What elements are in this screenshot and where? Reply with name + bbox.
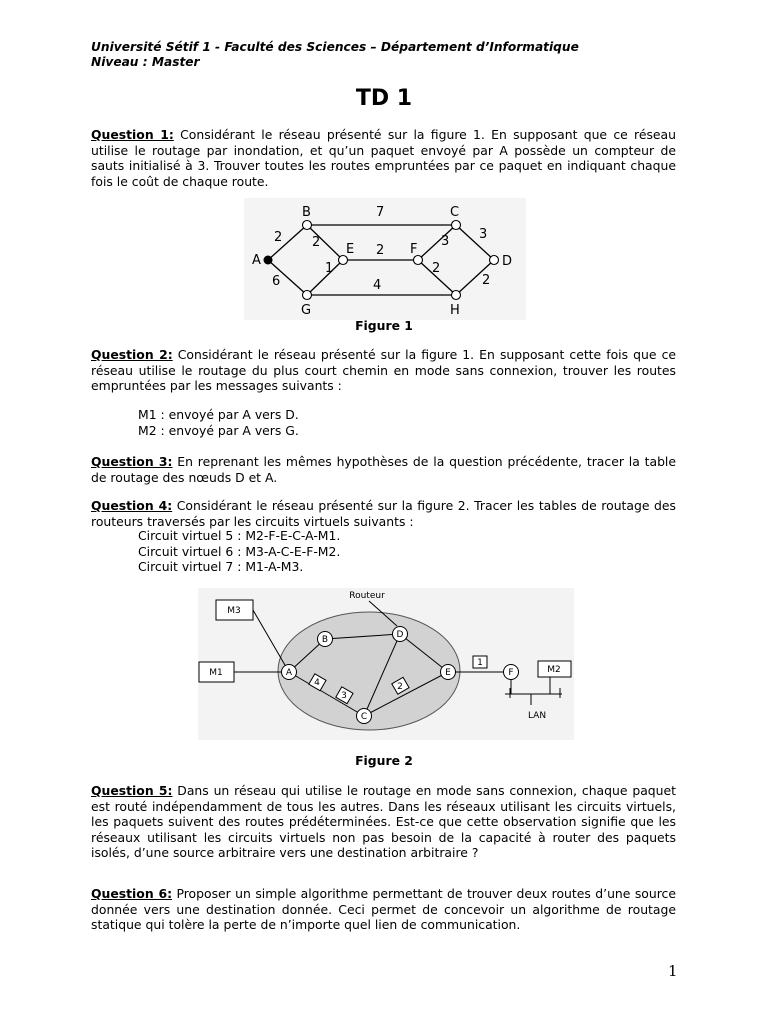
question-1 <box>91 127 676 189</box>
page-number: 1 <box>668 962 678 980</box>
message-list <box>138 407 299 438</box>
node-F-label: F <box>410 242 418 257</box>
node-E-label: E <box>445 668 451 678</box>
question-4-text: Considérant le réseau présenté sur la figure 2. Tracer les tables de routage des routeurs traversés par les circuits virtuels suivants : <box>91 498 676 529</box>
node-A-label: A <box>252 253 261 268</box>
question-3 <box>91 454 676 485</box>
node-G-label: G <box>301 303 312 318</box>
question-5-text: Dans un réseau qui utilise le routage en mode sans connexion, chaque paquet est routé indépendamment de tous les autres. Dans les réseaux utilisant les circuits virtuels, les paquets suivent des routes prédéterminées. Est-ce que cette observation signifie que les réseaux utilisant les circuits virtuels non pas besoin de la capacité à router des paquets isolés, d’une source arbitraire vers une destination arbitraire ? <box>91 783 676 860</box>
weight-A-B: 2 <box>274 230 283 245</box>
node-D-label: D <box>502 254 513 269</box>
host-M3-label: M3 <box>227 606 241 616</box>
node-H <box>452 291 461 300</box>
figure-1-network-graph <box>244 198 526 320</box>
question-3-text: En reprenant les mêmes hypothèses de la question précédente, tracer la table de routage des nœuds D et A. <box>91 454 677 485</box>
circuit-6: Circuit virtuel 6 : M3-A-C-E-F-M2. <box>138 543 341 559</box>
question-2-text: Considérant le réseau présenté sur la figure 1. En supposant cette fois que ce réseau utilise le routage du plus court chemin en mode sans connexion, trouver les routes empruntées par les messages suivants : <box>91 347 677 393</box>
message-m1: M1 : envoyé par A vers D. <box>138 407 299 422</box>
node-B-label: B <box>321 635 329 645</box>
figure-1-background <box>244 198 526 320</box>
header-institution: Université Sétif 1 - Faculté des Sciences – Département d’Informatique <box>91 40 579 54</box>
weight-C-D: 3 <box>479 227 488 242</box>
node-B-label: B <box>302 205 311 220</box>
page-title: TD 1 <box>355 86 413 111</box>
circuit-5: Circuit virtuel 5 : M2-F-E-C-A-M1. <box>138 528 341 543</box>
weight-F-H: 2 <box>432 261 441 276</box>
link-label-4: 4 <box>314 678 320 688</box>
node-A <box>264 256 273 265</box>
node-E-label: E <box>346 242 355 257</box>
node-C-label: C <box>450 205 460 220</box>
question-5-label: Question 5: <box>91 783 173 798</box>
weight-F-C: 3 <box>441 234 450 249</box>
figure-2-virtual-circuit-network <box>198 588 574 740</box>
link-label-3: 3 <box>341 691 347 701</box>
weight-B-C: 7 <box>376 205 385 220</box>
question-3-label: Question 3: <box>91 454 173 469</box>
question-4-label: Question 4: <box>91 498 173 513</box>
figure-2-caption: Figure 2 <box>355 753 413 768</box>
question-1-label: Question 1: <box>91 127 174 142</box>
question-6-text: Proposer un simple algorithme permettant de trouver deux routes d’une source donnée vers une destination donnée. Ceci permet de concevoir un algorithme de routage statique qui tolère la perte de n’importe quel lien de communication. <box>91 886 676 932</box>
question-6 <box>91 886 676 933</box>
question-2 <box>91 347 676 394</box>
weight-B-E: 2 <box>312 235 321 250</box>
question-2-label: Question 2: <box>91 347 173 362</box>
host-M1-label: M1 <box>209 668 223 678</box>
page-header <box>91 40 579 70</box>
question-1-text: Considérant le réseau présenté sur la figure 1. En supposant que ce réseau utilise le routage par inondation, et qu’un paquet envoyé par A possède un compteur de sauts initialisé à 3. Trouver toutes les routes empruntées par ce paquet en indiquant chaque fois le coût de chaque route. <box>91 127 676 189</box>
node-D <box>490 256 499 265</box>
weight-E-G: 1 <box>325 261 334 276</box>
node-C <box>452 221 461 230</box>
node-H-label: H <box>450 303 460 318</box>
host-M2-label: M2 <box>547 665 561 675</box>
question-5 <box>91 783 676 861</box>
circuit-7: Circuit virtuel 7 : M1-A-M3. <box>138 559 304 574</box>
routeur-label: Routeur <box>349 591 385 601</box>
lan-label: LAN <box>527 711 547 721</box>
node-G <box>303 291 312 300</box>
node-D-label: D <box>396 630 404 640</box>
figure-1-caption: Figure 1 <box>355 318 413 333</box>
question-4 <box>91 498 676 529</box>
weight-G-H: 4 <box>373 278 382 293</box>
message-m2: M2 : envoyé par A vers G. <box>138 422 299 438</box>
weight-D-H: 2 <box>482 273 491 288</box>
node-C-label: C <box>360 712 368 722</box>
header-level: Niveau : Master <box>91 55 200 69</box>
node-B <box>303 221 312 230</box>
weight-E-F: 2 <box>376 243 385 258</box>
link-label-2: 2 <box>397 682 403 692</box>
question-6-label: Question 6: <box>91 886 173 901</box>
weight-A-G: 6 <box>272 274 281 289</box>
circuit-list <box>138 528 340 575</box>
node-F-label: F <box>508 668 514 678</box>
node-A-label: A <box>285 668 293 678</box>
link-label-1: 1 <box>477 658 483 668</box>
